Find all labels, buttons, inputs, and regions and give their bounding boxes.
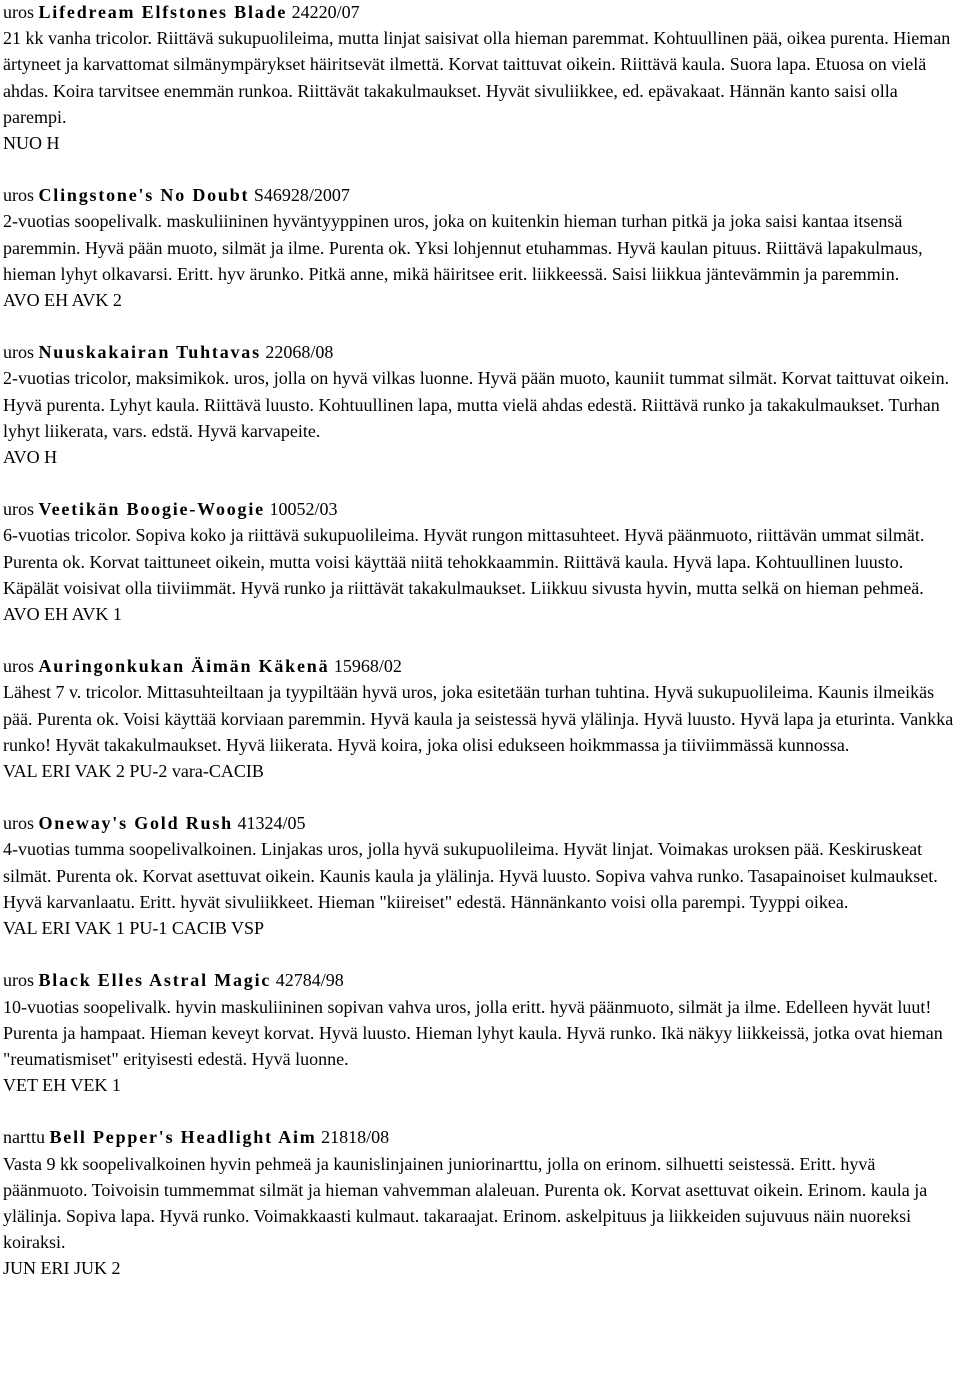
dog-sex: uros [3,656,34,677]
judging-result: AVO EH AVK 1 [3,604,122,625]
judging-result: VET EH VEK 1 [3,1075,121,1096]
entry-header [3,339,958,365]
dog-sex: uros [3,499,34,520]
judging-result: NUO H [3,133,60,154]
entry-header [3,496,958,522]
entry-header [3,182,958,208]
dog-sex: uros [3,970,34,991]
registration-number: 21818/08 [321,1127,390,1148]
judging-document [3,0,958,1282]
dog-name: Auringonkukan Äimän Käkenä [38,656,330,677]
registration-number: 41324/05 [237,813,306,834]
entry [3,496,958,627]
critique-text: 2-vuotias soopelivalk. maskuliininen hyväntyyppinen uros, joka on kuitenkin hieman turhan pitkä ja joka saisi kantaa itsensä paremmin. Hyvä pään muoto, silmät ja ilme. Purenta ok. Yksi lohjennut etuhammas. Hyvä kaulan pituus. Riittävä lapakulmaus, hieman lyhyt olkavarsi. Eritt. hyv ärunko. Pitkä anne, mikä häiritsee erit. liikkeessä. Saisi liikkua jäntevämmin ja paremmin. [3,211,923,284]
dog-name: Nuuskakairan Tuhtavas [38,342,261,363]
entry [3,1124,958,1281]
entry [3,0,958,156]
dog-name: Veetikän Boogie-Woogie [38,499,265,520]
entry [3,653,958,784]
registration-number: 22068/08 [265,342,334,363]
registration-number: S46928/2007 [253,185,350,206]
critique-text: 10-vuotias soopelivalk. hyvin maskuliininen sopivan vahva uros, jolla eritt. hyvä päänmuoto, silmät ja ilme. Edelleen hyvät luut! Purenta ja hampaat. Hieman keveyt korvat. Hyvä luusto. Hieman lyhyt kaula. Hyvä runko. Ikä näkyy liikkeissä, jotka ovat hieman "reumatismiset" erityisesti edestä. Hyvä luonne. [3,996,943,1069]
entry [3,182,958,313]
dog-name: Clingstone's No Doubt [38,185,250,206]
entry [3,339,958,470]
critique-text: Vasta 9 kk soopelivalkoinen hyvin pehmeä ja kaunislinjainen juniorinarttu, jolla on erinom. silhuetti seistessä. Eritt. hyvä päänmuoto. Toivoisin tummemmat silmät ja hieman vahvemman alaleuan. Purenta ok. Korvat asettuvat oikein. Erinom. kaula ja ylälinja. Sopiva lapa. Hyvä runko. Voimakkaasti kulmaut. takaraajat. Erinom. askelpituus ja liikkeiden sujuvuus näin nuoreksi koiraksi. [3,1153,928,1253]
dog-sex: uros [3,813,34,834]
dog-name: Bell Pepper's Headlight Aim [49,1127,317,1148]
critique-text: 6-vuotias tricolor. Sopiva koko ja riittävä sukupuolileima. Hyvät rungon mittasuhteet. Hyvä päänmuoto, riittävän ummat silmät. Purenta ok. Korvat taittuneet oikein, mutta voisi käyttää niitä tehokkaammin. Riittävä kaula. Hyvä lapa. Kohtuullinen luusto. Käpälät voisivat olla tiiviimmät. Hyvä runko ja riittävät takakulmaukset. Liikkuu sivusta hyvin, mutta selkä on hieman pehmeä. [3,525,925,598]
judging-result: VAL ERI VAK 1 PU-1 CACIB VSP [3,918,265,939]
critique-text: 2-vuotias tricolor, maksimikok. uros, jolla on hyvä vilkas luonne. Hyvä pään muoto, kauniit tummat silmät. Korvat taittuvat oikein. Hyvä purenta. Lyhyt kaula. Riittävä luusto. Kohtuullinen lapa, mutta vielä ahdas edestä. Riittävä runko ja takakulmaukset. Turhan lyhyt liikerata, vars. edstä. Hyvä karvapeite. [3,368,950,441]
dog-sex: uros [3,2,34,22]
entry-header [3,0,958,25]
critique-text: 21 kk vanha tricolor. Riittävä sukupuolileima, mutta linjat saisivat olla hieman paremmat. Kohtuullinen pää, oikea purenta. Hieman ärtyneet ja karvattomat silmänympärykset häiritsevät ilmettä. Korvat taittuvat oikein. Riittävä kaula. Suora lapa. Etuosa on vielä ahdas. Koira tarvitsee enemmän runkoa. Riittävät takakulmaukset. Hyvät sivuliikkee, ed. epävakaat. Hännän kanto saisi olla parempi. [3,28,951,127]
dog-sex: uros [3,185,34,206]
dog-name: Oneway's Gold Rush [38,813,233,834]
registration-number: 42784/98 [275,970,344,991]
entry [3,967,958,1098]
registration-number: 24220/07 [291,2,360,22]
critique-text: 4-vuotias tumma soopelivalkoinen. Linjakas uros, jolla hyvä sukupuolileima. Hyvät linjat. Voimakas uroksen pää. Keskiruskeat silmät. Purenta ok. Korvat asettuvat oikein. Kaunis kaula ja ylälinja. Hyvä luusto. Sopiva vahva runko. Tasapainoiset kulmaukset. Hyvä karvanlaatu. Eritt. hyvät sivuliikkeet. Hieman "kiireiset" edestä. Hännänkanto voisi olla parempi. Tyyppi oikea. [3,839,938,912]
judging-result: AVO H [3,447,58,468]
entry-header [3,967,958,993]
entry-header [3,653,958,679]
registration-number: 10052/03 [269,499,338,520]
dog-name: Lifedream Elfstones Blade [38,2,288,22]
registration-number: 15968/02 [333,656,402,677]
dog-sex: narttu [3,1127,45,1148]
entry-header [3,1124,958,1150]
judging-result: JUN ERI JUK 2 [3,1258,121,1279]
entry-header [3,810,958,836]
judging-result: AVO EH AVK 2 [3,290,122,311]
entry [3,810,958,941]
judging-result: VAL ERI VAK 2 PU-2 vara-CACIB [3,761,264,782]
dog-sex: uros [3,342,34,363]
dog-name: Black Elles Astral Magic [38,970,272,991]
critique-text: Lähest 7 v. tricolor. Mittasuhteiltaan ja tyypiltään hyvä uros, joka esitetään turhan tuhtina. Hyvä sukupuolileima. Kaunis ilmeikäs pää. Purenta ok. Voisi käyttää korviaan paremmin. Hyvä kaula ja seistessä hyvä ylälinja. Hyvä luusto. Hyvä lapa ja eturinta. Vankka runko! Hyvät takakulmaukset. Hyvä liikerata. Hyvä koira, joka olisi edukseen hoikmmassa ja tiiviimmässä kunnossa. [3,682,954,755]
